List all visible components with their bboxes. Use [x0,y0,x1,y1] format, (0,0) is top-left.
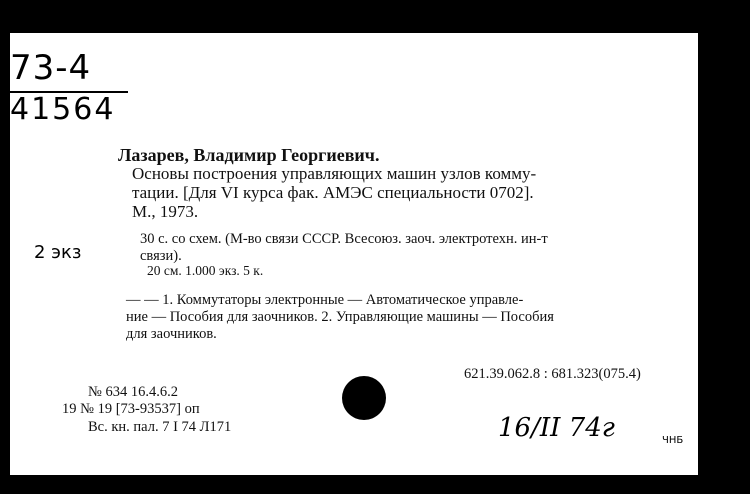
title-line: тации. [Для VI курса фак. АМЭС специальности 0702]. [132,183,534,202]
udc-classification: 621.39.062.8 : 681.323(075.4) [464,366,641,382]
title-block [132,164,672,221]
collation-line: 30 с. со схем. (М-во связи СССР. Всесоюз. заоч. электротехн. ин-т [140,231,548,247]
registry-line: 19 № 19 [73-93537] оп [62,401,200,417]
collation-block [140,231,678,265]
punch-hole [342,376,386,420]
registry-line: № 634 16.4.6.2 [88,384,178,400]
subject-line: для заочников. [126,326,217,342]
author-heading: Лазарев, Владимир Георгиевич. [118,145,380,165]
subject-line: ние — Пособия для заочников. 2. Управляющие машины — Пособия [126,309,554,325]
call-number-bottom: 41564 [10,92,116,127]
size-line: 20 см. 1.000 экз. 5 к. [147,263,264,278]
handwritten-date: 16/II 74г [498,413,615,443]
handwritten-copies-note: 2 экз [34,242,82,263]
registry-line: Вс. кн. пал. 7 I 74 Л171 [88,419,232,435]
catalog-card [10,33,698,475]
subject-line: — — 1. Коммутаторы электронные — Автоматическое управле- [126,292,524,308]
subject-headings [126,292,678,343]
title-line: Основы построения управляющих машин узлов комму- [132,164,537,183]
title-line: М., 1973. [132,202,199,221]
collation-line: связи). [140,248,182,264]
call-number-top: 73-4 [10,48,92,88]
corner-stamp-mark: ЧНБ [662,435,684,446]
